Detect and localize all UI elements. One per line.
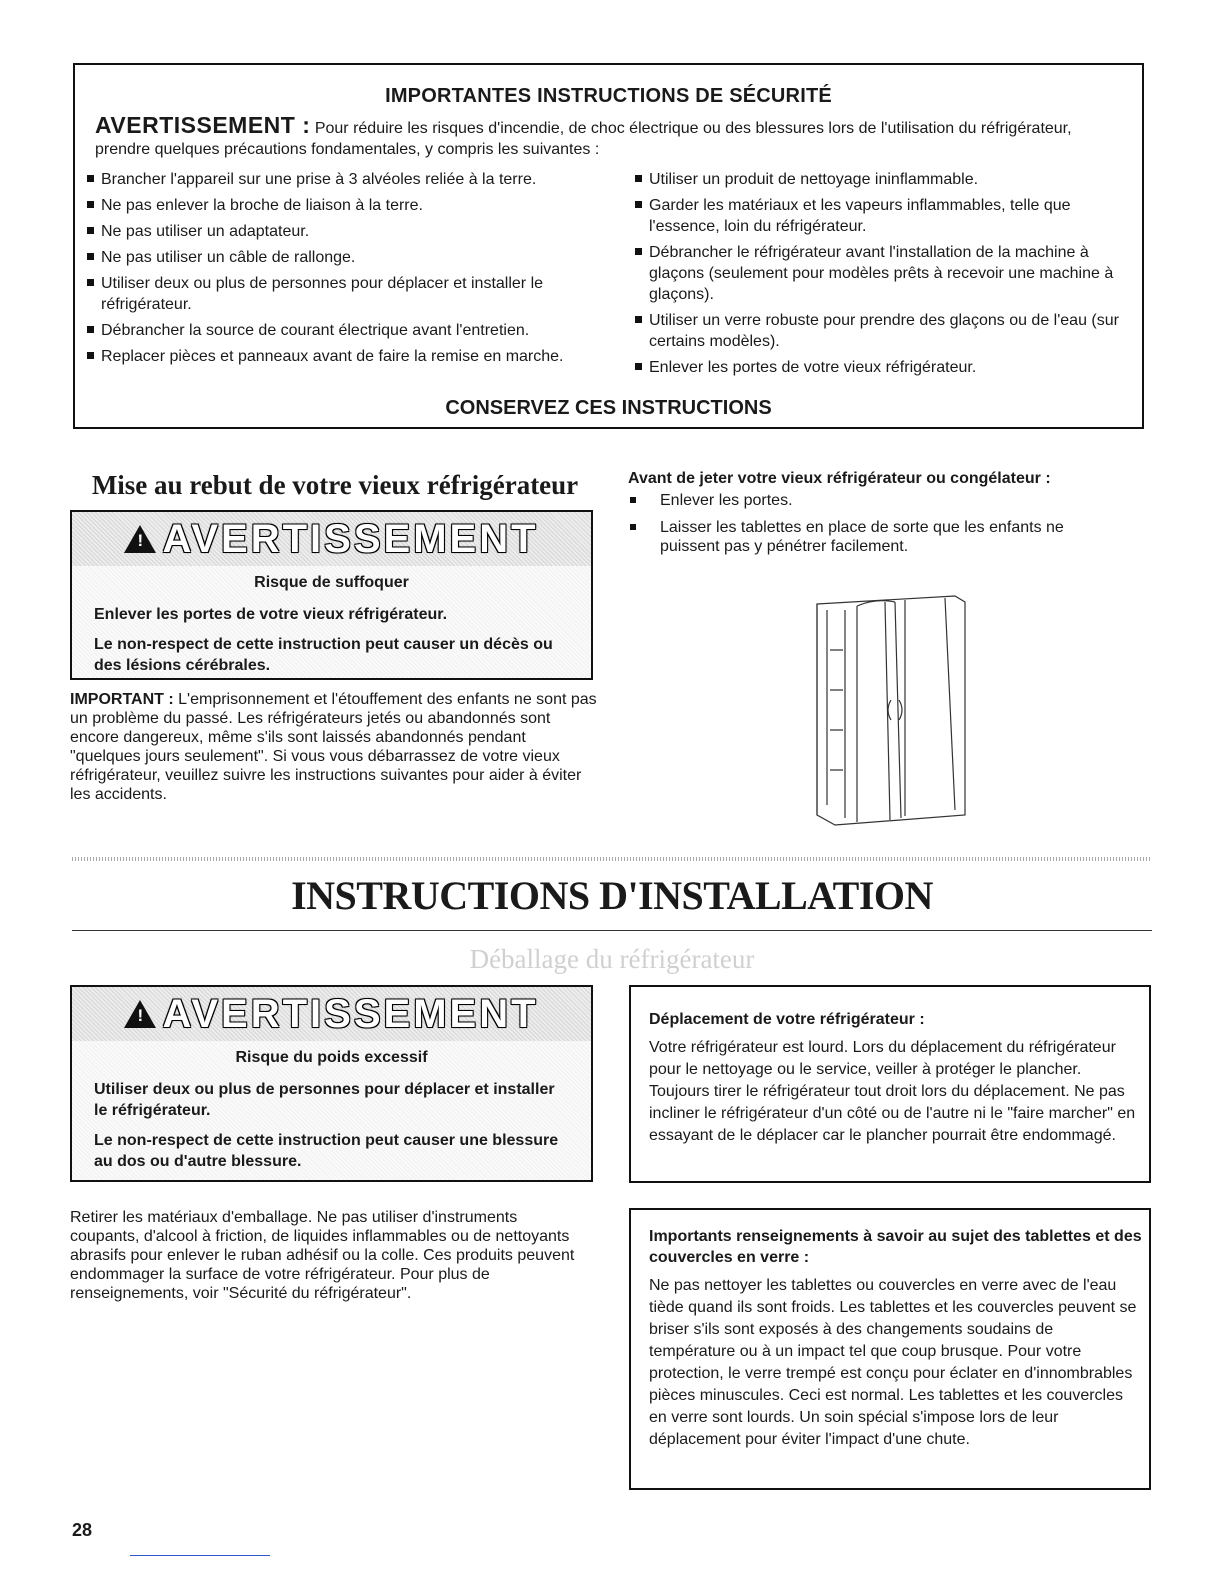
warning-banner-text: AVERTISSEMENT [162, 516, 539, 561]
before-discarding-list [628, 491, 1118, 564]
list-item: Enlever les portes. [628, 491, 1118, 510]
list-item: Débrancher la source de courant électrique avant l'entretien. [87, 320, 617, 341]
safety-instructions-box [73, 63, 1144, 429]
moving-fridge-box [629, 985, 1151, 1183]
safety-list-right [635, 169, 1135, 383]
safety-footer: CONSERVEZ CES INSTRUCTIONS [445, 397, 772, 419]
page-number: 28 [72, 1520, 93, 1540]
important-body: L'emprisonnement et l'étouffement des enfants ne sont pas un problème du passé. Les réfrigérateurs jetés ou abandonnés sont encore dangereux, même s'ils sont laissés abandonnés pendant "quelques jours seulement". Si vous vous débarrassez de votre vieux réfrigérateur, veuillez suivre les instructions suivantes pour aider à éviter les accidents. [70, 691, 597, 803]
important-label: IMPORTANT : [70, 691, 174, 708]
before-discarding-title: Avant de jeter votre vieux réfrigérateur ou congélateur : [628, 470, 1051, 487]
warning-banner-text: AVERTISSEMENT [162, 991, 539, 1036]
warning-banner [72, 987, 591, 1041]
weight-warning-box [70, 985, 593, 1182]
title-rule [72, 930, 1152, 931]
list-item: Enlever les portes de votre vieux réfrigérateur. [635, 357, 1135, 378]
safety-list-left [87, 169, 617, 372]
list-item: Utiliser deux ou plus de personnes pour déplacer et installer le réfrigérateur. [87, 273, 617, 315]
list-item: Brancher l'appareil sur une prise à 3 alvéoles reliée à la terre. [87, 169, 617, 190]
warning-line-2: Le non-respect de cette instruction peut causer un décès ou des lésions cérébrales. [94, 636, 553, 674]
moving-box-title: Déplacement de votre réfrigérateur : [649, 1011, 925, 1028]
list-item: Replacer pièces et panneaux avant de faire la remise en marche. [87, 346, 617, 367]
refrigerator-illustration [805, 590, 975, 830]
warning-triangle-icon: ! [124, 1000, 156, 1028]
list-item: Débrancher le réfrigérateur avant l'installation de la machine à glaçons (seulement pour modèles prêts à recevoir une machine à glaçons). [635, 242, 1135, 305]
list-item: Utiliser un verre robuste pour prendre des glaçons ou de l'eau (sur certains modèles). [635, 310, 1135, 352]
unpacking-subtitle: Déballage du réfrigérateur [469, 944, 755, 974]
suffocation-warning-box [70, 510, 593, 680]
footer-rule [130, 1555, 270, 1556]
list-item: Garder les matériaux et les vapeurs inflammables, telle que l'essence, loin du réfrigérateur. [635, 195, 1135, 237]
section-separator [72, 857, 1152, 861]
list-item: Ne pas utiliser un câble de rallonge. [87, 247, 617, 268]
warning-triangle-icon: ! [124, 525, 156, 553]
warning-line-1: Enlever les portes de votre vieux réfrigérateur. [94, 606, 448, 623]
warning-banner [72, 512, 591, 566]
warning-risk: Risque du poids excessif [235, 1049, 428, 1066]
list-item: Ne pas enlever la broche de liaison à la terre. [87, 195, 617, 216]
warning-text: Pour réduire les risques d'incendie, de choc électrique ou des blessures lors de l'utilisation du réfrigérateur, prendre quelques précautions fondamentales, y compris les suivantes : [95, 120, 1072, 158]
list-item: Laisser les tablettes en place de sorte que les enfants ne puissent pas y pénétrer facilement. [628, 518, 1118, 556]
glass-box-title: Importants renseignements à savoir au sujet des tablettes et des couvercles en verre : [649, 1228, 1142, 1266]
warning-line-2: Le non-respect de cette instruction peut causer une blessure au dos ou d'autre blessure. [94, 1132, 559, 1170]
glass-shelves-box [629, 1208, 1151, 1490]
warning-line-1: Utiliser deux ou plus de personnes pour déplacer et installer le réfrigérateur. [94, 1081, 555, 1119]
safety-title: IMPORTANTES INSTRUCTIONS DE SÉCURITÉ [385, 85, 832, 107]
warning-lead: AVERTISSEMENT : [95, 112, 311, 138]
installation-title: INSTRUCTIONS D'INSTALLATION [291, 873, 933, 918]
glass-box-text: Ne pas nettoyer les tablettes ou couvercles en verre avec de l'eau tiède quand ils sont froids. Les tablettes et les couvercles peuvent se briser s'ils sont exposés à des changements soudains de température ou à un impact tel que coup brusque. Pour votre protection, le verre trempé est conçu pour éclater en d'innombrables pièces minuscules. Ceci est normal. Les tablettes et les couvercles en verre sont lourds. Un soin spécial s'impose lors de leur déplacement pour éviter l'impact d'une chute. [649, 1277, 1137, 1448]
warning-risk: Risque de suffoquer [254, 574, 409, 591]
moving-box-text: Votre réfrigérateur est lourd. Lors du déplacement du réfrigérateur pour le nettoyage ou le service, veiller à protéger le plancher. Toujours tirer le réfrigérateur tout droit lors du déplacement. Ne pas incliner le réfrigérateur d'un côté ou de l'autre ni le "faire marcher" en essayant de le déplacer car le plancher pourrait être endommagé. [649, 1039, 1136, 1144]
list-item: Utiliser un produit de nettoyage ininflammable. [635, 169, 1135, 190]
list-item: Ne pas utiliser un adaptateur. [87, 221, 617, 242]
disposal-title: Mise au rebut de votre vieux réfrigérateur [91, 470, 579, 500]
safety-warning-intro [95, 112, 1125, 160]
unpacking-paragraph: Retirer les matériaux d'emballage. Ne pas utiliser d'instruments coupants, d'alcool à friction, de liquides inflammables ou de nettoyants abrasifs pour enlever le ruban adhésif ou la colle. Ces produits peuvent endommager la surface de votre réfrigérateur. Pour plus de renseignements, voir "Sécurité du réfrigérateur". [70, 1209, 575, 1302]
important-paragraph [70, 690, 600, 804]
